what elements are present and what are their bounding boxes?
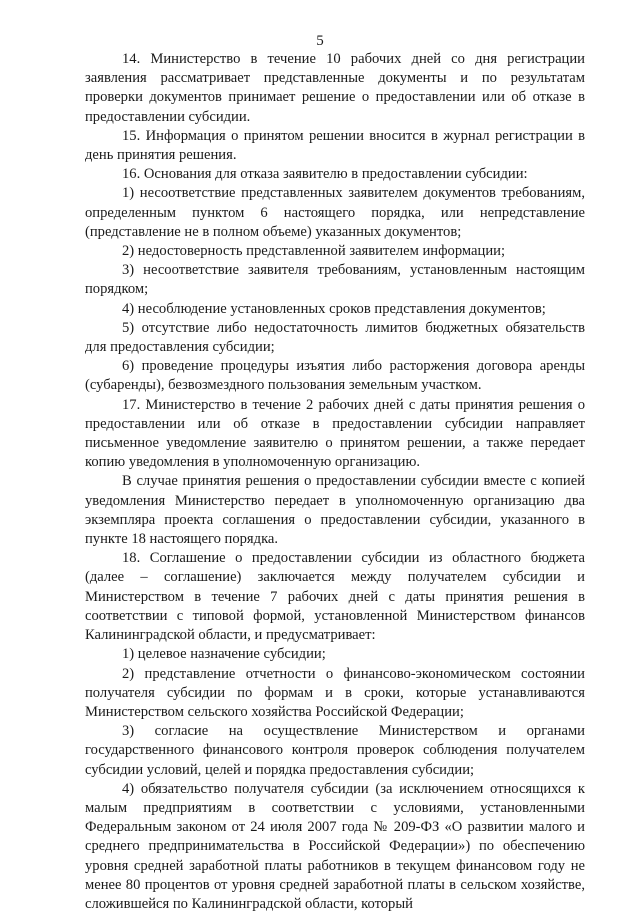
paragraph-18-item-2: 2) представление отчетности о финансово-экономическом состоянии получателя субсидии по формам и в сроки, которые устанавливаются Министерством сельского хозяйства Российской Федерации; xyxy=(85,665,585,720)
paragraph-18-item-1: 1) целевое назначение субсидии; xyxy=(122,646,326,663)
paragraph-16: 16. Основания для отказа заявителю в предоставлении субсидии: xyxy=(122,166,528,183)
page-number: 5 xyxy=(316,33,324,49)
paragraph-16-item-5: 5) отсутствие либо недостаточность лимитов бюджетных обязательств для предоставления субсидии; xyxy=(85,319,585,356)
paragraph-18: 18. Соглашение о предоставлении субсидии из областного бюджета (далее – соглашение) заключается между получателем субсидии и Министерством в течение 7 рабочих дней с даты принятия решения в соответствии с типовой формой, установленной Министерством финансов Калининградской области, и предусматривает: xyxy=(85,550,585,644)
paragraph-16-item-2: 2) недостоверность представленной заявителем информации; xyxy=(122,243,506,260)
paragraph-16-item-4: 4) несоблюдение установленных сроков представления документов; xyxy=(122,300,546,317)
paragraph-18-item-3: 3) согласие на осуществление Министерством и органами государственного финансового контроля проверок соблюдения получателем субсидии условий, целей и порядка предоставления субсидии; xyxy=(85,723,585,778)
paragraph-17: 17. Министерство в течение 2 рабочих дней с даты принятия решения о предоставлении или об отказе в предоставлении субсидии направляет письменное уведомление заявителю о принятом решении, а также передает копию уведомления в уполномоченную организацию. xyxy=(85,396,585,471)
paragraph-14: 14. Министерство в течение 10 рабочих дней со дня регистрации заявления рассматривает представленные документы и по результатам проверки документов принимает решение о предоставлении или об отказе в предоставлении субсидии. xyxy=(85,51,585,125)
paragraph-16-item-6: 6) проведение процедуры изъятия либо расторжения договора аренды (субаренды), безвозмездного пользования земельным участком. xyxy=(85,358,585,394)
paragraph-16-item-3: 3) несоответствие заявителя требованиям, установленным настоящим порядком; xyxy=(85,262,585,298)
paragraph-15: 15. Информация о принятом решении вносится в журнал регистрации в день принятия решения. xyxy=(85,127,585,164)
paragraph-16-item-1: 1) несоответствие представленных заявителем документов требованиям, определенным пунктом 6 настоящего порядка, или непредставление (представление не в полном объеме) указанных документов; xyxy=(85,185,585,240)
paragraph-17-continued: В случае принятия решения о предоставлении субсидии вместе с копией уведомления Министерство передает в уполномоченную организацию два экземпляра проекта соглашения о предоставлении субсидии, указанного в пункте 18 настоящего порядка. xyxy=(85,473,585,548)
document-body xyxy=(85,50,585,914)
paragraph-18-item-4: 4) обязательство получателя субсидии (за исключением относящихся к малым предприятиям в соответствии с условиями, установленными Федеральным законом от 24 июля 2007 года № 209-ФЗ «О развитии малого и среднего предпринимательства в Российской Федерации») по обеспечению уровня средней заработной платы работников в текущем финансовом году не менее 80 процентов от уровня средней заработной платы в сельском хозяйстве, сложившейся по Калининградской области, который xyxy=(85,780,585,912)
